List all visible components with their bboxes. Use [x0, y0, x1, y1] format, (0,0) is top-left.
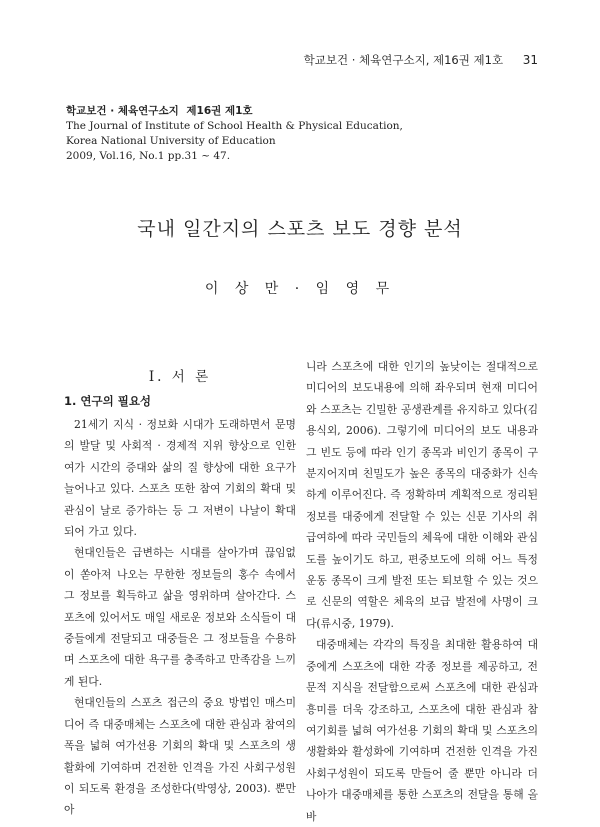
page-number: 31	[522, 53, 538, 67]
body-paragraph: 대중매체는 각각의 특징을 최대한 활용하여 대중에게 스포츠에 대한 각종 정보를 제공하고, 전문적 지식을 전달함으로써 스포츠에 대한 관심과 흥미를 더욱 강조하고, 스포츠에 대한 관심과 참여기회를 넓혀 여가선용 기회의 확대 및 스포츠의 생활화와 활성화에 기여하며 건전한 인격을 가진 사회구성원이 되도록 만들어 줄 뿐만 아니라 더 나아가 대중매체를 통한 스포츠의 전달을 통해 올바	[306, 638, 538, 823]
journal-citation: 2009, Vol.16, No.1 pp.31 ~ 47.	[66, 150, 231, 162]
paper-authors: 이 상 만 · 임 영 무	[204, 281, 396, 297]
right-column	[306, 356, 538, 827]
section-heading-introduction: Ⅰ. 서 론	[148, 369, 212, 385]
journal-volume-ko: 제16권 제1호	[186, 105, 253, 117]
journal-institution: Korea National University of Education	[66, 135, 276, 147]
subsection-heading-need: 1. 연구의 필요성	[64, 394, 152, 408]
running-head	[304, 52, 538, 68]
body-paragraph: 현대인들의 스포츠 접근의 중요 방법인 매스미디어 즉 대중매체는 스포츠에 대한 관심과 참여의 폭을 넓혀 여가선용 기회의 확대 및 스포츠의 생활화에 기여하며 건전한 인격을 가진 사회구성원이 되도록 환경을 조성한다(박영상, 2003). 뿐만 아	[64, 696, 296, 817]
running-head-journal: 학교보건 · 체육연구소지, 제16권 제1호	[303, 53, 504, 67]
journal-info	[66, 104, 403, 164]
journal-name-ko: 학교보건 · 체육연구소지	[66, 105, 179, 117]
body-paragraph: 니라 스포츠에 대한 인기의 높낮이는 절대적으로 미디어의 보도내용에 의해 좌우되며 현재 미디어와 스포츠는 긴밀한 공생관계를 유지하고 있다(김용식외, 2006). 그렇기에 미디어의 보도 내용과 그 빈도 등에 따라 인기 종목과 비인기 종목이 구분지어지며 친밀도가 높은 종목의 대중화가 신속하게 이루어진다. 즉 정확하며 계획적으로 정리된 정보를 대중에게 전달할 수 있는 신문 기사의 취급여하에 따라 국민들의 체육에 대한 이해와 관심도를 높이기도 하고, 편중보도에 의해 어느 특정 운동 종목이 크게 발전 또는 퇴보할 수 있는 것으로 신문의 역할은 체육의 보급 발전에 사명이 크다(류시중, 1979).	[306, 360, 538, 630]
left-column	[64, 356, 296, 821]
body-paragraph: 현대인들은 급변하는 시대를 살아가며 끊임없이 쏟아져 나오는 무한한 정보들의 홍수 속에서 그 정보를 획득하고 삶을 영위하며 살아간다. 스포츠에 있어서도 매일 새로운 정보와 소식들이 대중들에게 전달되고 대중들은 그 정보들을 수용하며 스포츠에 대한 욕구를 충족하고 만족감을 느끼게 된다.	[64, 546, 296, 688]
journal-name-line	[66, 104, 403, 119]
body-paragraph: 21세기 지식 · 정보화 시대가 도래하면서 문명의 발달 및 사회적 · 경제적 지위 향상으로 인한 여가 시간의 증대와 삶의 질 향상에 대한 요구가 늘어나고 있다. 스포츠 또한 참여 기회의 확대 및 관심이 날로 증가하는 등 그 저변이 나날이 확대되어 가고 있다.	[64, 418, 296, 539]
journal-name-en: The Journal of Institute of School Health & Physical Education,	[66, 120, 403, 132]
paper-title: 국내 일간지의 스포츠 보도 경향 분석	[137, 218, 463, 240]
